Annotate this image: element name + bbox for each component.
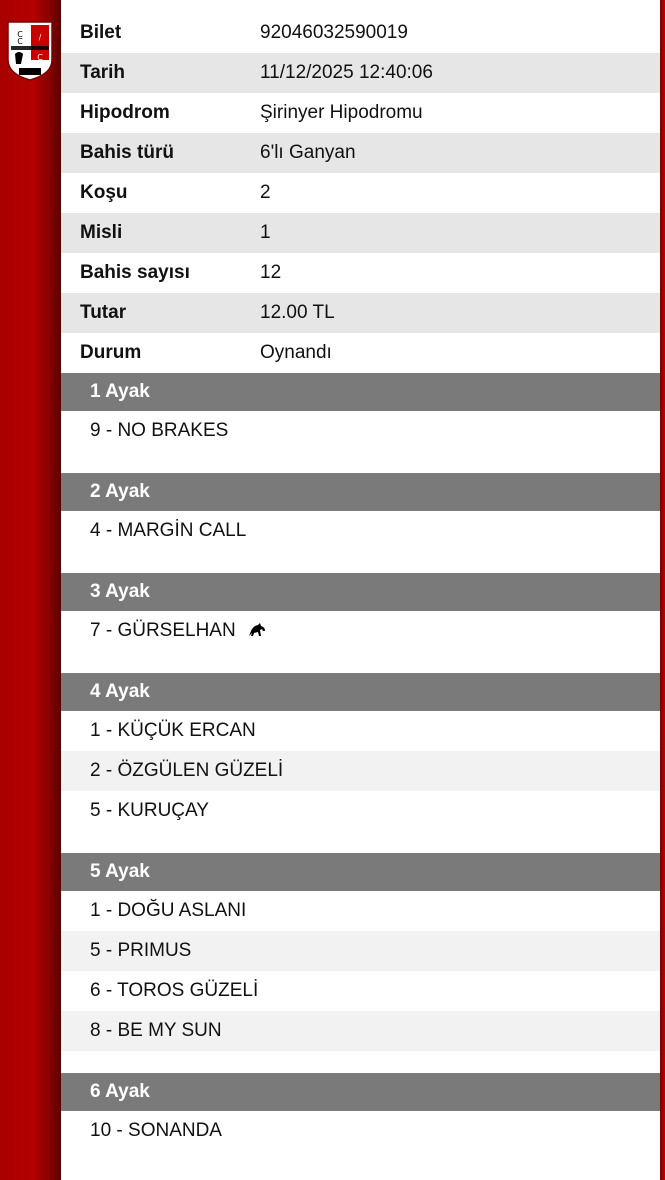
svg-text:C: C bbox=[37, 53, 43, 62]
leg-spacer bbox=[61, 831, 660, 853]
ticket-row bbox=[61, 133, 660, 173]
svg-text:C: C bbox=[17, 37, 23, 46]
leg-header: 2 Ayak bbox=[61, 473, 660, 511]
horse-item bbox=[61, 711, 660, 751]
leg-spacer bbox=[61, 1051, 660, 1073]
leg-spacer bbox=[61, 651, 660, 673]
ticket-row-label: Bahis türü bbox=[80, 142, 174, 163]
horse-name: 8 - BE MY SUN bbox=[90, 1020, 222, 1041]
svg-text:/: / bbox=[38, 33, 42, 42]
horse-item bbox=[61, 891, 660, 931]
leg-spacer bbox=[61, 551, 660, 573]
ticket-row-value: 12 bbox=[260, 262, 282, 283]
ticket-row-value: 92046032590019 bbox=[260, 22, 408, 43]
horse-name: 5 - KURUÇAY bbox=[90, 800, 209, 821]
ticket-row bbox=[61, 173, 660, 213]
leg-header: 6 Ayak bbox=[61, 1073, 660, 1111]
leg-header: 5 Ayak bbox=[61, 853, 660, 891]
horse-name: 2 - ÖZGÜLEN GÜZELİ bbox=[90, 760, 284, 781]
ticket-row-value: Şirinyer Hipodromu bbox=[260, 102, 423, 123]
ticket-row-value: 2 bbox=[260, 182, 271, 203]
ticket-row bbox=[61, 213, 660, 253]
horse-item bbox=[61, 411, 660, 451]
horse-item bbox=[61, 511, 660, 551]
ticket-row bbox=[61, 293, 660, 333]
ticket-row bbox=[61, 253, 660, 293]
ticket-row-label: Bilet bbox=[80, 22, 122, 43]
ticket-row bbox=[61, 93, 660, 133]
ticket-row-label: Hipodrom bbox=[80, 102, 170, 123]
horse-name: 4 - MARGİN CALL bbox=[90, 520, 247, 541]
leg-spacer bbox=[61, 1151, 660, 1173]
ticket-detail bbox=[61, 13, 660, 1173]
leg-header: 1 Ayak bbox=[61, 373, 660, 411]
leg-header: 3 Ayak bbox=[61, 573, 660, 611]
legs-list bbox=[61, 373, 660, 1173]
ticket-info-table bbox=[61, 13, 660, 373]
ticket-row-label: Misli bbox=[80, 222, 123, 243]
ticket-row-value: Oynandı bbox=[260, 342, 332, 363]
ticket-row-value: 12.00 TL bbox=[260, 302, 335, 323]
horse-name: 5 - PRIMUS bbox=[90, 940, 192, 961]
horse-name: 1 - KÜÇÜK ERCAN bbox=[90, 720, 256, 741]
club-crest-icon bbox=[5, 20, 55, 80]
svg-text:C: C bbox=[17, 30, 23, 39]
leg-spacer bbox=[61, 451, 660, 473]
ticket-row bbox=[61, 53, 660, 93]
horse-item bbox=[61, 1011, 660, 1051]
ticket-row-label: Koşu bbox=[80, 182, 128, 203]
ticket-row-value: 11/12/2025 12:40:06 bbox=[260, 62, 433, 83]
horse-item bbox=[61, 791, 660, 831]
ticket-row-label: Durum bbox=[80, 342, 142, 363]
horse-name: 7 - GÜRSELHAN bbox=[90, 620, 236, 641]
horse-name: 10 - SONANDA bbox=[90, 1120, 222, 1141]
horse-item bbox=[61, 931, 660, 971]
ticket-row-value: 6'lı Ganyan bbox=[260, 142, 356, 163]
ticket-row-label: Tutar bbox=[80, 302, 127, 323]
ticket-row-value: 1 bbox=[260, 222, 271, 243]
ticket-row bbox=[61, 333, 660, 373]
horse-item bbox=[61, 1111, 660, 1151]
ticket-row-label: Tarih bbox=[80, 62, 126, 83]
horse-name: 6 - TOROS GÜZELİ bbox=[90, 980, 259, 1001]
right-edge-bar bbox=[660, 0, 665, 1180]
horse-item bbox=[61, 611, 660, 651]
horse-name: 9 - NO BRAKES bbox=[90, 420, 229, 441]
horse-item bbox=[61, 751, 660, 791]
leg-header: 4 Ayak bbox=[61, 673, 660, 711]
ticket-row bbox=[61, 13, 660, 53]
ticket-row-label: Bahis sayısı bbox=[80, 262, 190, 283]
horse-icon bbox=[248, 623, 266, 640]
horse-name: 1 - DOĞU ASLANI bbox=[90, 900, 247, 921]
left-sidebar-bar bbox=[0, 0, 61, 1180]
horse-item bbox=[61, 971, 660, 1011]
